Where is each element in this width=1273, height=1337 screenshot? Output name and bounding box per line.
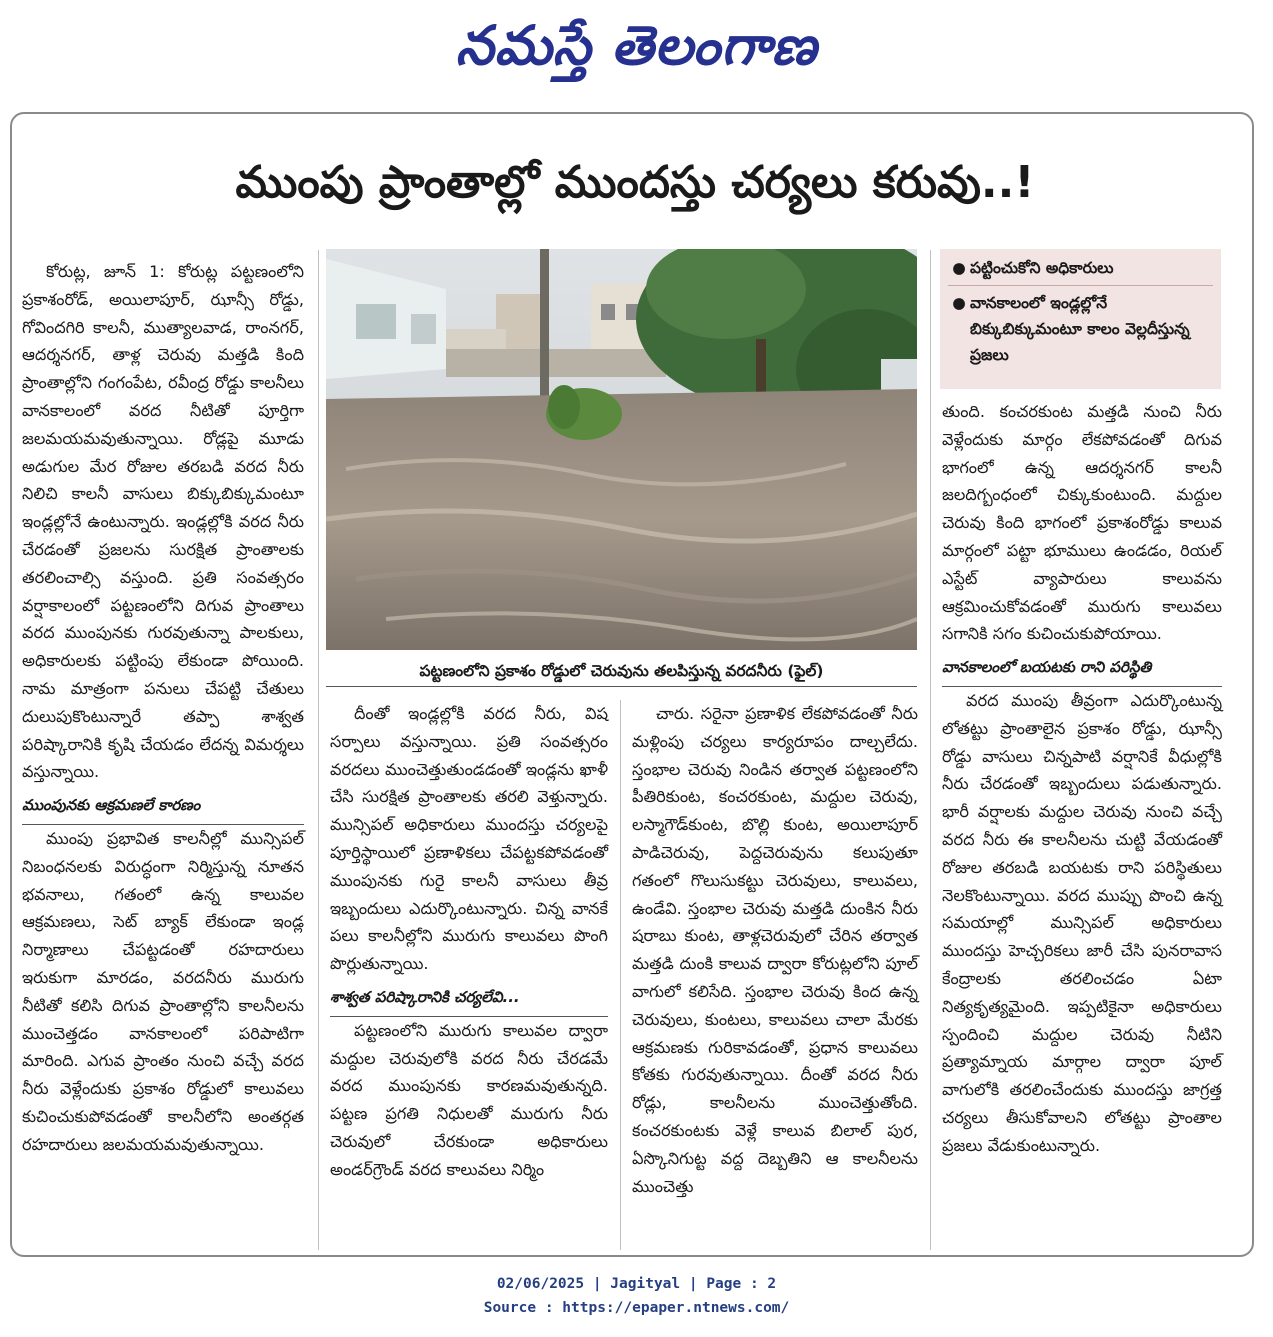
article-paragraph: తుంది. కంచరకుంట మత్తడి నుంచి నీరు వెళ్లేందుకు మార్గం లేకపోవడంతో దిగువ భాగంలో ఉన్న ఆదర్శనగర్ కాలనీ జలదిగ్బంధంలో చిక్కుకుంటుంది. మద్దుల చెరువు కింది భాగంలో ప్రకాశంరోడ్డు కాలువ మార్గంలో పట్టా భూములు ఉండడం, రియల్ ఎస్టేట్ వ్యాపారులు కాలువను ఆక్రమించుకోవడంతో మురుగు కాలువలు సగానికి సగం కుచించుకుపోయాయి.	[942, 402, 1222, 644]
article-paragraph: వరద ముంపు తీవ్రంగా ఎదుర్కొంటున్న లోతట్టు ప్రాంతాలైన ప్రకాశం రోడ్డు, ఝాన్సీ రోడ్డు వాసులు చిన్నపాటి వర్షానికే వీధుల్లోకి నీరు చేరడంతో ఇబ్బందులు పడుతున్నారు. భారీ వర్షాలకు మద్దుల చెరువు నుంచి వచ్చే వరద నీరు ఈ కాలనీలను చుట్టి వేయడంతో రోజుల తరబడి బయటకు రాని పరిస్థితులు నెలకొంటున్నాయి. వరద ముప్పు పొంచి ఉన్న సమయాల్లో మున్సిపల్ అధికారులు ముందస్తు హెచ్చరికలు జారీ చేసి పునరావాస కేంద్రాలకు తరలించడం ఏటా నిత్యకృత్యమైంది. ఇప్పటికైనా అధికారులు స్పందించి మద్దుల చెరువు నీటిని ప్రత్యామ్నాయ మార్గాల ద్వారా పూల్ వాగులోకి తరలించేందుకు ముందస్తు జాగ్రత్త చర్యలు తీసుకోవాలని లోతట్టు ప్రాంతాల ప్రజలు వేడుకుంటున్నారు.	[942, 690, 1222, 1155]
column-divider	[620, 700, 621, 1250]
section-subhead: శాశ్వత పరిష్కారానికి చర్యలేవి...	[330, 978, 608, 1017]
article-paragraph: పట్టణంలోని మురుగు కాలువల ద్వారా మద్దుల చెరువులోకి వరద నీరు చేరడమే వరద ముంపునకు కారణమవుతున్నది. పట్టణ ప్రగతి నిధులతో మురుగు నీరు చెరువులో చేరకుండా అధికారులు అండర్‌గ్రౌండ్ వరద కాలువలు నిర్మిం	[330, 1020, 608, 1179]
article-column-4	[942, 398, 1222, 1160]
newspaper-logo: నమస్తే తెలంగాణ	[455, 14, 818, 77]
highlight-item	[948, 285, 1213, 368]
column-divider	[318, 250, 319, 1250]
bullet-icon: ●	[952, 294, 966, 312]
flood-photo	[326, 249, 917, 650]
photo-caption: పట్టణంలోని ప్రకాశం రోడ్డులో చెరువును తలపిస్తున్న వరదనీరు (ఫైల్)	[326, 656, 917, 687]
article-paragraph: కోరుట్ల, జూన్ 1: కోరుట్ల పట్టణంలోని ప్రకాశంరోడ్, అయిలాపూర్, ఝాన్సీ రోడ్డు, గోవిందగిరి కాలనీ, ముత్యాలవాడ, రాంనగర్, ఆదర్శనగర్, తాళ్ల చెరువు మత్తడి కింది ప్రాంతాల్లోని గంగంపేట, రవీంద్ర రోడ్డు కాలనీలు వానకాలంలో వరద నీటితో పూర్తిగా జలమయమవుతున్నాయి. రోడ్లపై మూడు అడుగుల మేర రోజుల తరబడి వరద నీరు నిలిచి కాలనీ వాసులు బిక్కుబిక్కుమంటూ ఇండ్లల్లోనే ఉంటున్నారు. ఇండ్లల్లోకి వరద నీరు చేరడంతో ప్రజలను సురక్షిత ప్రాంతాలకు తరలించాల్సి వస్తుంది. ప్రతి సంవత్సరం వర్షాకాలంలో పట్టణంలోని దిగువ ప్రాంతాలు వరద ముంపునకు గురవుతున్నా పాలకులు, అధికారులకు పట్టింపు లేకుండా పోయింది. నామ మాత్రంగా పనులు చేపట్టి చేతులు దులుపుకొంటున్నారే తప్పా శాశ్వత పరిష్కారానికి కృషి చేయడం లేదన్న విమర్శలు వస్తున్నాయి.	[22, 262, 304, 782]
footer-date-line: 02/06/2025 | Jagityal | Page : 2	[496, 1276, 777, 1292]
article-column-3	[632, 700, 918, 1200]
section-subhead: వానకాలంలో బయటకు రాని పరిస్థితి	[942, 648, 1222, 687]
column-divider	[930, 250, 931, 1250]
article-column-2	[330, 700, 608, 1184]
article-paragraph: చారు. సరైనా ప్రణాళిక లేకపోవడంతో నీరు మళ్లింపు చర్యలు కార్యరూపం దాల్చలేదు. స్తంభాల చెరువు నిండిన తర్వాత పట్టణంలోని పీతిరికుంట, కంచరకుంట, మద్దుల చెరువు, లస్మాగౌడ్‌కుంట, బొల్లి కుంట, అయిలాపూర్ పాడిచెరువు, పెద్దచెరువును కలుపుతూ గతంలో గొలుసుకట్టు చెరువులు, కాలువలు, ఉండేవి. స్తంభాల చెరువు మత్తడి దుంకిన నీరు షరాబు కుంట, తాళ్లచెరువులో చేరిన తర్వాత మత్తడి దుంకి కాలువ ద్వారా కోరుట్లలోని పూల్ వాగులో కలిసేది. స్తంభాల చెరువు కింద ఉన్న చెరువులు, కుంటలు, కాలువలు చాలా మేరకు ఆక్రమణకు గురికావడంతో, ప్రధాన కాలువలు కోతకు గురవుతున్నాయి. దీంతో వరద నీరు రోడ్లు, కాలనీలను ముంచెత్తుతోంది. కంచరకుంటకు వెళ్లే కాలువ బిలాల్ పుర, ఏస్కొనిగుట్ట వద్ద దెబ్బతిని ఆ కాలనీలను ముంచెత్తు	[632, 704, 918, 1196]
highlight-item	[948, 255, 1213, 281]
highlight-text: పట్టించుకోని అధికారులు	[970, 259, 1114, 277]
article-paragraph: దీంతో ఇండ్లల్లోకి వరద నీరు, విష సర్పాలు వస్తున్నాయి. ప్రతి సంవత్సరం వరదలు ముంచెత్తుతుండడంతో ఇండ్లను ఖాళీ చేసి సురక్షిత ప్రాంతాలకు తరలి వెళ్తున్నారు. మున్సిపల్ అధికారులు ముందస్తు చర్యలపై పూర్తిస్థాయిలో ప్రణాళికలు చేపట్టకపోవడంతో ముంపునకు గురై కాలనీ వాసులు తీవ్ర ఇబ్బందులు ఎదుర్కొంటున్నారు. చిన్న వానకే పలు కాలనీల్లోని మురుగు కాలువలు పొంగి పొర్లుతున్నాయి.	[330, 704, 608, 974]
masthead	[0, 0, 1273, 100]
article-paragraph: ముంపు ప్రభావిత కాలనీల్లో మున్సిపల్ నిబంధనలకు విరుద్ధంగా నిర్మిస్తున్న నూతన భవనాలు, గతంలో ఉన్న కాలువల ఆక్రమణలు, సెట్ బ్యాక్ లేకుండా ఇండ్ల నిర్మాణాలు చేపట్టడంతో రహదారులు ఇరుకుగా మారడం, వరదనీరు మురుగు నీటితో కలిసి దిగువ ప్రాంతాల్లోని కాలనీలను ముంచెత్తడం వానకాలంలో పరిపాటిగా మారింది. ఎగువ ప్రాంతం నుంచి వచ్చే వరద నీరు వెళ్లేందుకు ప్రకాశం రోడ్డులో కాలువలు కుచించుకుపోవడంతో కాలనీలోని అంతర్గత రహదారులు జలమయమవుతున్నాయి.	[22, 828, 304, 1154]
footer-source-line[interactable]: Source : https://epaper.ntnews.com/	[483, 1300, 790, 1316]
flood-street-image	[326, 249, 917, 650]
bullet-icon: ●	[952, 259, 966, 277]
article-column-1	[22, 258, 304, 1159]
section-subhead: ముంపునకు ఆక్రమణలే కారణం	[22, 786, 304, 825]
highlight-text: వానకాలంలో ఇండ్లల్లోనే బిక్కుబిక్కుమంటూ కాలం వెల్లదీస్తున్న ప్రజలు	[970, 294, 1190, 364]
article-headline: ముంపు ప్రాంతాల్లో ముందస్తు చర్యలు కరువు..!	[235, 157, 1035, 208]
highlights-box	[940, 249, 1221, 389]
